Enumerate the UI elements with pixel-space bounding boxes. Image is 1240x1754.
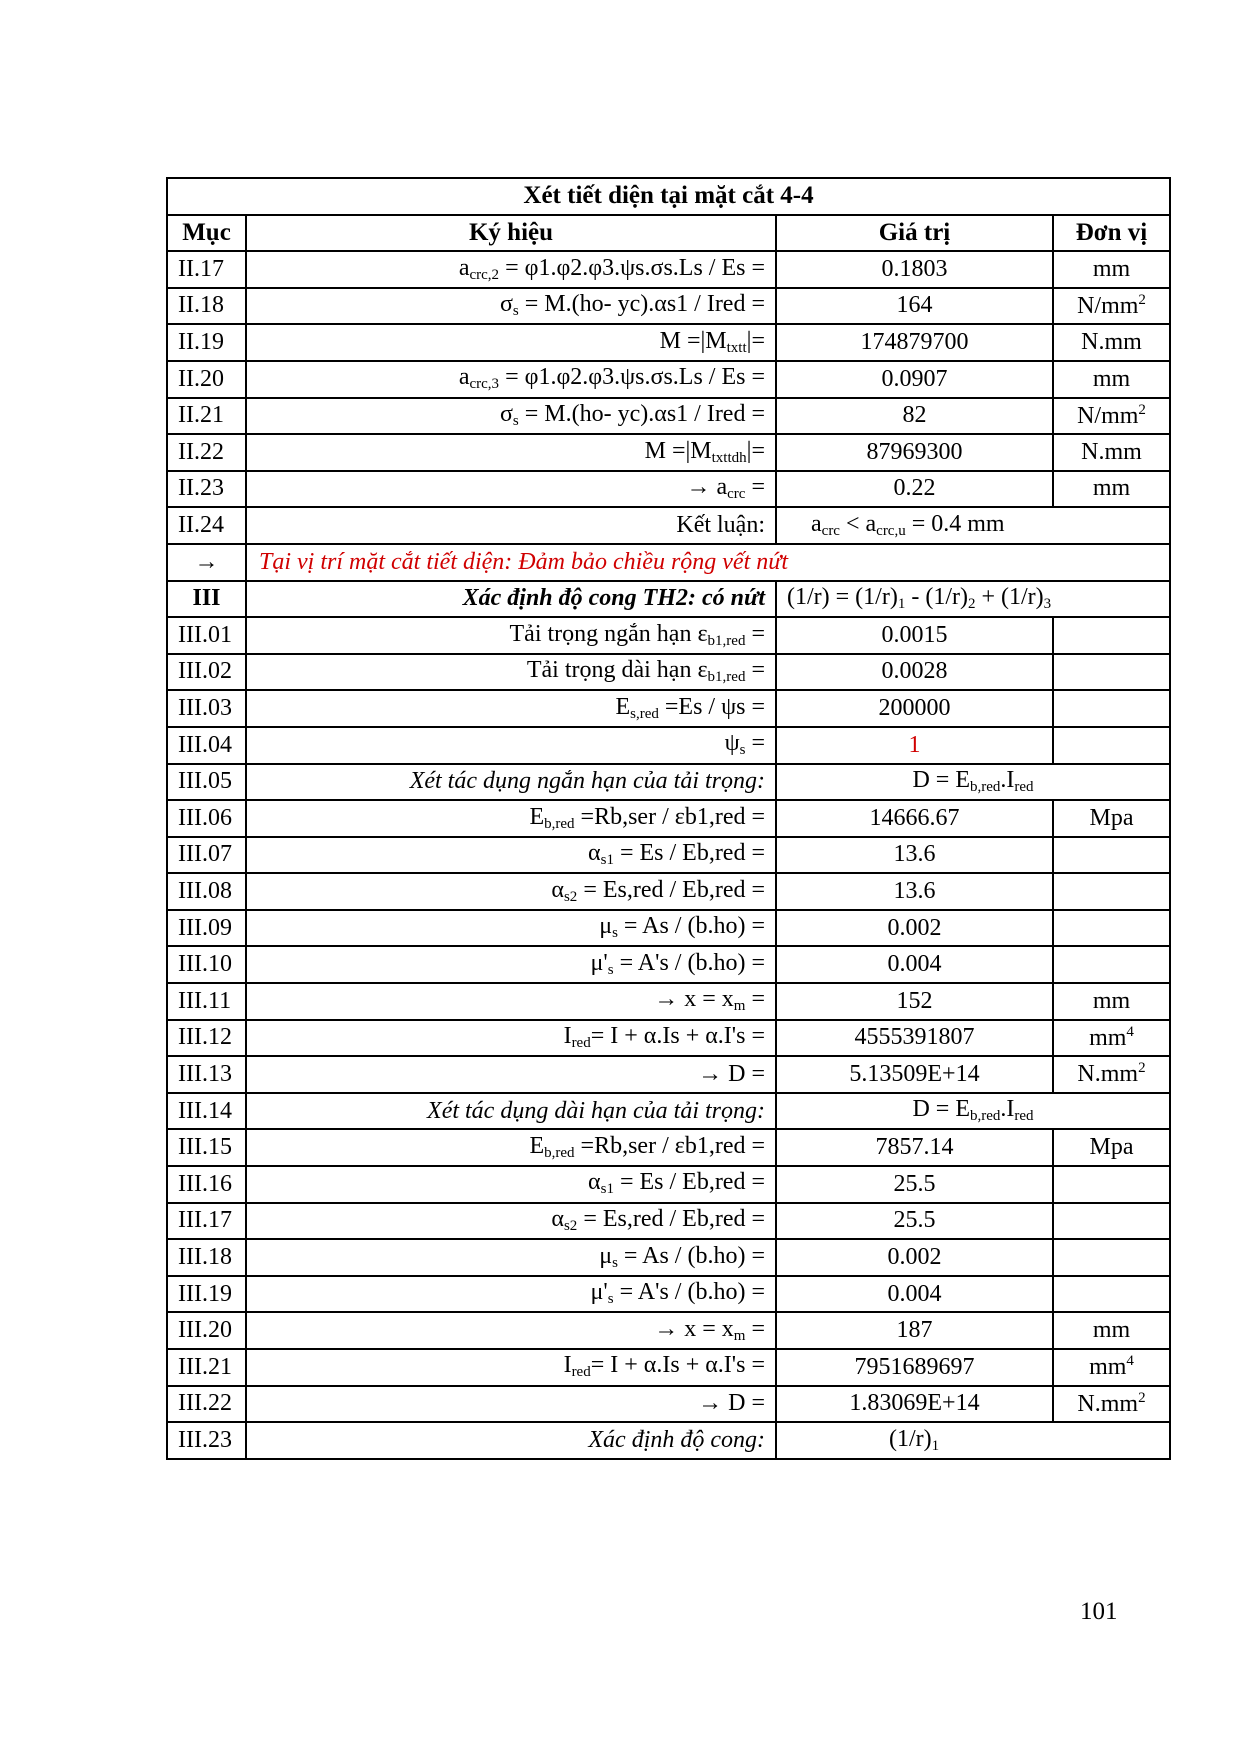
symbol-main: → x = x xyxy=(654,986,734,1013)
muc-cell: III.05 xyxy=(167,764,246,801)
symbol-rest: |= xyxy=(746,327,765,354)
muc-cell: III.03 xyxy=(167,690,246,727)
symbol-main: a xyxy=(458,364,470,391)
symbol-subscript: s xyxy=(739,742,746,759)
unit-text: N/mm xyxy=(1077,292,1139,319)
table-row xyxy=(167,1312,1170,1349)
symbol-rest: = Es / Eb,red = xyxy=(613,1169,765,1196)
muc-cell: III.22 xyxy=(167,1386,246,1423)
symbol-main: α xyxy=(588,1169,601,1196)
value-cell: 7951689697 xyxy=(776,1349,1053,1386)
unit-superscript: 2 xyxy=(1138,1389,1146,1406)
muc-cell: III.01 xyxy=(167,617,246,654)
table-row xyxy=(167,361,1170,398)
symbol-main: ψ xyxy=(724,730,740,757)
value-cell: 164 xyxy=(776,288,1053,325)
table-row xyxy=(167,654,1170,691)
value-mid: < a xyxy=(839,510,877,537)
table-row xyxy=(167,434,1170,471)
symbol-cell xyxy=(246,324,776,361)
symbol-main: I xyxy=(563,1352,572,1379)
title-row xyxy=(167,178,1170,215)
value-cell: 1.83069E+14 xyxy=(776,1386,1053,1423)
symbol-rest: = xyxy=(745,1390,765,1417)
value-cell: 13.6 xyxy=(776,837,1053,874)
muc-cell: III.16 xyxy=(167,1166,246,1203)
muc-cell: III.18 xyxy=(167,1239,246,1276)
symbol-rest: = As / (b.ho) = xyxy=(617,913,765,940)
table-row xyxy=(167,617,1170,654)
label-cell: Xét tác dụng ngắn hạn của tải trọng: xyxy=(246,764,776,801)
muc-cell: III.08 xyxy=(167,873,246,910)
muc-cell: II.19 xyxy=(167,324,246,361)
header-row xyxy=(167,215,1170,252)
symbol-rest: = φ1.φ2.φ3.ψs.σs.Ls / Es = xyxy=(499,254,765,281)
unit-cell xyxy=(1053,654,1170,691)
header-muc: Mục xyxy=(167,215,246,252)
value-cell: 5.13509E+14 xyxy=(776,1056,1053,1093)
muc-cell: III.04 xyxy=(167,727,246,764)
symbol-main: → D xyxy=(698,1060,746,1087)
symbol-rest: |= xyxy=(746,437,765,464)
symbol-main: E xyxy=(529,1132,545,1159)
symbol-rest: = I + α.Is + α.I's = xyxy=(590,1352,765,1379)
symbol-subscript: red xyxy=(571,1364,591,1381)
muc-cell: III.09 xyxy=(167,910,246,947)
symbol-subscript: s,red xyxy=(630,705,659,722)
value-cell: 0.1803 xyxy=(776,251,1053,288)
muc-cell: II.21 xyxy=(167,398,246,435)
symbol-main: E xyxy=(615,693,631,720)
value-rest: = 0.4 mm xyxy=(905,510,1005,537)
muc-cell: III.15 xyxy=(167,1129,246,1166)
symbol-subscript: s xyxy=(607,1291,614,1308)
symbol-main: μ' xyxy=(590,949,608,976)
muc-cell: II.22 xyxy=(167,434,246,471)
muc-cell: III.14 xyxy=(167,1093,246,1130)
unit-cell xyxy=(1053,910,1170,947)
table-row xyxy=(167,1386,1170,1423)
unit-text: mm xyxy=(1092,365,1131,392)
symbol-cell xyxy=(246,873,776,910)
value-main: D = E xyxy=(912,766,970,793)
symbol-main: M =|M xyxy=(644,437,712,464)
unit-cell xyxy=(1053,288,1170,325)
value-cell: 14666.67 xyxy=(776,800,1053,837)
symbol-subscript: b,red xyxy=(544,815,575,832)
table-row xyxy=(167,1239,1170,1276)
unit-superscript: 2 xyxy=(1138,1060,1146,1077)
value-cell: 0.002 xyxy=(776,1239,1053,1276)
unit-cell xyxy=(1053,1239,1170,1276)
table-row xyxy=(167,837,1170,874)
label-cell: Xét tác dụng dài hạn của tải trọng: xyxy=(246,1093,776,1130)
value-subscript: b,red xyxy=(969,1108,1001,1125)
symbol-subscript: s xyxy=(512,303,519,320)
symbol-main: μ xyxy=(599,1242,613,1269)
unit-cell xyxy=(1053,1056,1170,1093)
symbol-rest: = As / (b.ho) = xyxy=(617,1242,765,1269)
value-subscript: crc xyxy=(821,522,840,539)
value-cell: 13.6 xyxy=(776,873,1053,910)
value-subscript-2: crc,u xyxy=(876,522,906,539)
symbol-subscript: s2 xyxy=(563,1218,578,1235)
symbol-cell xyxy=(246,1056,776,1093)
arrow-cell: → xyxy=(167,544,246,581)
unit-cell xyxy=(1053,1203,1170,1240)
unit-cell xyxy=(1053,800,1170,837)
unit-cell xyxy=(1053,983,1170,1020)
symbol-rest: = Es / Eb,red = xyxy=(613,840,765,867)
symbol-cell xyxy=(246,1239,776,1276)
unit-text: mm xyxy=(1089,1354,1127,1381)
conclusion-label: Kết luận: xyxy=(246,507,776,544)
muc-cell: II.20 xyxy=(167,361,246,398)
value-mid: .I xyxy=(1000,1096,1015,1123)
note-row xyxy=(167,544,1170,581)
table-row xyxy=(167,1349,1170,1386)
symbol-rest: = M.(ho- yc).αs1 / Ired = xyxy=(518,400,765,427)
table-row xyxy=(167,983,1170,1020)
unit-text: N.mm xyxy=(1077,1390,1139,1417)
value-cell: 174879700 xyxy=(776,324,1053,361)
symbol-main: σ xyxy=(499,291,513,318)
table-title: Xét tiết diện tại mặt cắt 4-4 xyxy=(167,178,1170,215)
calculation-table xyxy=(166,177,1171,1460)
value-cell: 4555391807 xyxy=(776,1020,1053,1057)
symbol-rest: = xyxy=(745,657,765,684)
value-main: a xyxy=(811,510,822,537)
unit-text: Mpa xyxy=(1089,1134,1134,1161)
symbol-cell xyxy=(246,983,776,1020)
symbol-main: σ xyxy=(499,400,513,427)
symbol-subscript: crc,3 xyxy=(469,376,500,393)
muc-cell: III.20 xyxy=(167,1312,246,1349)
unit-cell xyxy=(1053,946,1170,983)
table-row xyxy=(167,873,1170,910)
symbol-cell xyxy=(246,1386,776,1423)
unit-text: N.mm xyxy=(1081,329,1142,356)
table-row xyxy=(167,910,1170,947)
symbol-subscript: m xyxy=(733,998,746,1015)
symbol-rest: =Rb,ser / εb1,red = xyxy=(574,803,765,830)
table-row xyxy=(167,471,1170,508)
value-subscript-2: red xyxy=(1014,778,1034,795)
unit-cell xyxy=(1053,727,1170,764)
header-ky-hieu: Ký hiệu xyxy=(246,215,776,252)
unit-text: N.mm xyxy=(1077,1061,1139,1088)
muc-cell: III.23 xyxy=(167,1422,246,1459)
value-cell: 0.0028 xyxy=(776,654,1053,691)
symbol-cell xyxy=(246,1203,776,1240)
unit-cell xyxy=(1053,398,1170,435)
symbol-rest: = Es,red / Eb,red = xyxy=(577,1206,765,1233)
muc-cell: III.10 xyxy=(167,946,246,983)
symbol-subscript: red xyxy=(571,1035,591,1052)
value-cell xyxy=(776,764,1170,801)
table-row xyxy=(167,1203,1170,1240)
symbol-subscript: s1 xyxy=(600,1181,614,1198)
value-cell: 82 xyxy=(776,398,1053,435)
value-cell: 0.004 xyxy=(776,1276,1053,1313)
symbol-cell xyxy=(246,398,776,435)
unit-superscript: 4 xyxy=(1126,1023,1134,1040)
unit-cell xyxy=(1053,251,1170,288)
muc-cell: III.13 xyxy=(167,1056,246,1093)
short-term-heading-row xyxy=(167,764,1170,801)
symbol-cell xyxy=(246,800,776,837)
value-cell: 25.5 xyxy=(776,1203,1053,1240)
symbol-cell xyxy=(246,1312,776,1349)
symbol-subscript: s xyxy=(612,925,618,942)
unit-cell xyxy=(1053,1129,1170,1166)
value-cell: 87969300 xyxy=(776,434,1053,471)
formula-part: (1/r) = (1/r) xyxy=(787,584,898,611)
muc-cell: III.07 xyxy=(167,837,246,874)
table-row xyxy=(167,1166,1170,1203)
header-don-vi: Đơn vị xyxy=(1053,215,1170,252)
conclusion-row xyxy=(167,507,1170,544)
symbol-subscript: s2 xyxy=(563,888,578,905)
symbol-rest: = xyxy=(745,474,765,501)
header-gia-tri: Giá trị xyxy=(776,215,1053,252)
symbol-cell xyxy=(246,690,776,727)
symbol-subscript: b1,red xyxy=(707,632,746,649)
value-cell: 7857.14 xyxy=(776,1129,1053,1166)
symbol-main: M =|M xyxy=(659,327,727,354)
long-term-heading-row xyxy=(167,1093,1170,1130)
muc-cell: II.23 xyxy=(167,471,246,508)
symbol-cell xyxy=(246,361,776,398)
symbol-rest: = Es,red / Eb,red = xyxy=(577,876,765,903)
symbol-main: E xyxy=(529,803,545,830)
formula-subscript: 1 xyxy=(897,596,906,613)
symbol-rest: = A's / (b.ho) = xyxy=(613,949,765,976)
symbol-cell xyxy=(246,434,776,471)
symbol-rest: = xyxy=(745,1060,765,1087)
symbol-main: μ xyxy=(599,913,613,940)
symbol-main: α xyxy=(588,840,601,867)
unit-superscript: 4 xyxy=(1126,1353,1134,1370)
curvature-row xyxy=(167,1422,1170,1459)
unit-superscript: 2 xyxy=(1138,291,1146,308)
symbol-rest: =Es / ψs = xyxy=(658,693,765,720)
unit-text: mm xyxy=(1089,1024,1127,1051)
symbol-subscript: s xyxy=(612,1254,618,1271)
page-number: 101 xyxy=(1080,1598,1118,1625)
symbol-cell xyxy=(246,654,776,691)
unit-cell xyxy=(1053,1276,1170,1313)
unit-text: mm xyxy=(1092,1317,1131,1344)
symbol-cell xyxy=(246,910,776,947)
table-row xyxy=(167,690,1170,727)
table-row xyxy=(167,251,1170,288)
muc-cell: III.19 xyxy=(167,1276,246,1313)
symbol-cell xyxy=(246,288,776,325)
formula-subscript: 3 xyxy=(1043,596,1052,613)
value-main: D = E xyxy=(912,1096,970,1123)
section-number: III xyxy=(167,581,246,618)
section-label: Xác định độ cong TH2: có nứt xyxy=(246,581,776,618)
table-row xyxy=(167,1129,1170,1166)
section-formula xyxy=(776,581,1170,618)
formula-part: - (1/r) xyxy=(905,584,968,611)
muc-cell: III.06 xyxy=(167,800,246,837)
unit-cell xyxy=(1053,1312,1170,1349)
unit-cell xyxy=(1053,1349,1170,1386)
table-row xyxy=(167,288,1170,325)
symbol-subscript: b,red xyxy=(544,1144,575,1161)
symbol-main: α xyxy=(551,876,564,903)
table-row xyxy=(167,727,1170,764)
unit-text: N/mm xyxy=(1077,402,1139,429)
table-row xyxy=(167,1020,1170,1057)
value-mid: .I xyxy=(1000,766,1015,793)
symbol-main: a xyxy=(458,254,470,281)
symbol-rest: = M.(ho- yc).αs1 / Ired = xyxy=(518,291,765,318)
value-cell: 1 xyxy=(776,727,1053,764)
unit-cell xyxy=(1053,873,1170,910)
symbol-cell xyxy=(246,1276,776,1313)
formula-block xyxy=(787,584,1052,613)
muc-cell: II.24 xyxy=(167,507,246,544)
value-subscript: 1 xyxy=(931,1437,940,1454)
symbol-subscript: m xyxy=(733,1327,746,1344)
unit-superscript: 2 xyxy=(1138,401,1146,418)
unit-cell xyxy=(1053,361,1170,398)
conclusion-value xyxy=(776,507,1170,544)
symbol-subscript: txttdh xyxy=(711,449,747,466)
note-text-block: Tại vị trí mặt cắt tiết diện: Đảm bảo chiều rộng vết nứt xyxy=(259,548,789,575)
value-cell xyxy=(776,1422,1170,1459)
section-3-row xyxy=(167,581,1170,618)
symbol-rest: = xyxy=(745,730,765,757)
formula-part: + (1/r) xyxy=(975,584,1044,611)
muc-cell: III.17 xyxy=(167,1203,246,1240)
symbol-rest: = xyxy=(745,986,765,1013)
muc-cell: II.18 xyxy=(167,288,246,325)
symbol-rest: = I + α.Is + α.I's = xyxy=(590,1023,765,1050)
muc-cell: III.21 xyxy=(167,1349,246,1386)
symbol-main: α xyxy=(551,1206,564,1233)
unit-cell xyxy=(1053,617,1170,654)
unit-cell xyxy=(1053,1166,1170,1203)
symbol-main: → D xyxy=(698,1390,746,1417)
symbol-subscript: txtt xyxy=(726,339,747,356)
symbol-subscript: b1,red xyxy=(707,669,746,686)
unit-cell xyxy=(1053,471,1170,508)
unit-cell xyxy=(1053,837,1170,874)
unit-text: N.mm xyxy=(1081,438,1142,465)
symbol-main: I xyxy=(563,1023,572,1050)
symbol-subscript: crc,2 xyxy=(469,266,500,283)
symbol-cell xyxy=(246,946,776,983)
value-cell: 0.0015 xyxy=(776,617,1053,654)
symbol-rest: =Rb,ser / εb1,red = xyxy=(574,1132,765,1159)
muc-cell: III.12 xyxy=(167,1020,246,1057)
muc-cell: III.11 xyxy=(167,983,246,1020)
symbol-cell xyxy=(246,1349,776,1386)
muc-cell: III.02 xyxy=(167,654,246,691)
value-cell xyxy=(776,1093,1170,1130)
table-row xyxy=(167,800,1170,837)
symbol-cell xyxy=(246,251,776,288)
muc-cell: II.17 xyxy=(167,251,246,288)
symbol-cell xyxy=(246,1020,776,1057)
value-cell: 187 xyxy=(776,1312,1053,1349)
unit-text: mm xyxy=(1092,987,1131,1014)
symbol-cell xyxy=(246,617,776,654)
value-cell: 0.004 xyxy=(776,946,1053,983)
unit-text: Mpa xyxy=(1089,804,1134,831)
value-main: (1/r) xyxy=(889,1425,932,1452)
symbol-rest: = xyxy=(745,620,765,647)
unit-cell xyxy=(1053,1386,1170,1423)
unit-cell xyxy=(1053,690,1170,727)
symbol-rest: = xyxy=(745,1315,765,1342)
table-row xyxy=(167,946,1170,983)
table-row xyxy=(167,1056,1170,1093)
value-cell: 200000 xyxy=(776,690,1053,727)
unit-cell xyxy=(1053,1020,1170,1057)
unit-cell xyxy=(1053,434,1170,471)
note-text xyxy=(246,544,1170,581)
symbol-subscript: s xyxy=(607,961,614,978)
value-cell: 152 xyxy=(776,983,1053,1020)
symbol-cell xyxy=(246,727,776,764)
table-row xyxy=(167,1276,1170,1313)
value-cell: 0.0907 xyxy=(776,361,1053,398)
table-row xyxy=(167,324,1170,361)
symbol-subscript: s xyxy=(512,412,519,429)
label-cell: Xác định độ cong: xyxy=(246,1422,776,1459)
symbol-main: Tải trọng ngắn hạn ε xyxy=(509,620,708,647)
symbol-subscript: crc xyxy=(727,486,746,503)
value-cell: 0.22 xyxy=(776,471,1053,508)
table-row xyxy=(167,398,1170,435)
symbol-main: μ' xyxy=(590,1279,608,1306)
value-subscript: b,red xyxy=(969,778,1001,795)
symbol-main: → x = x xyxy=(654,1315,734,1342)
symbol-subscript: s1 xyxy=(600,852,614,869)
symbol-rest: = A's / (b.ho) = xyxy=(613,1279,765,1306)
symbol-cell xyxy=(246,471,776,508)
unit-text: mm xyxy=(1092,475,1131,502)
curvature-value xyxy=(889,1426,939,1452)
value-cell: 25.5 xyxy=(776,1166,1053,1203)
unit-cell xyxy=(1053,324,1170,361)
symbol-rest: = φ1.φ2.φ3.ψs.σs.Ls / Es = xyxy=(499,364,765,391)
value-cell: 0.002 xyxy=(776,910,1053,947)
unit-text: mm xyxy=(1092,255,1131,282)
symbol-cell xyxy=(246,1129,776,1166)
value-subscript-2: red xyxy=(1014,1108,1034,1125)
symbol-cell xyxy=(246,837,776,874)
formula-subscript: 2 xyxy=(967,596,976,613)
symbol-main: Tải trọng dài hạn ε xyxy=(526,657,708,684)
symbol-main: → a xyxy=(686,474,728,501)
symbol-cell xyxy=(246,1166,776,1203)
